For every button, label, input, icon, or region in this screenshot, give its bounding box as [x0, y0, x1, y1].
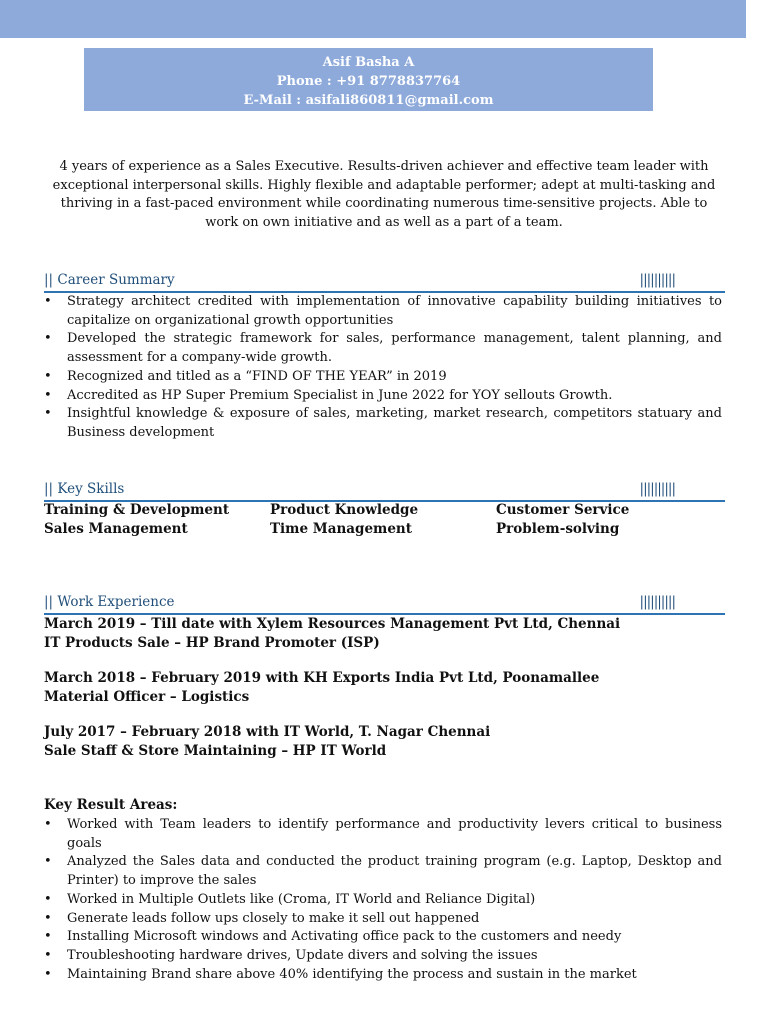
list-item: • Developed the strategic framework for sales, performance management, talent planning, and assessment for a company-wide growth.: [44, 330, 722, 367]
skill-item: Customer Service: [496, 502, 630, 518]
list-item: • Recognized and titled as a “FIND OF THE YEAR” in 2019: [44, 368, 722, 387]
skill-item: Training & Development: [44, 502, 230, 518]
top-banner: [0, 0, 746, 38]
skill-item: Problem-solving: [496, 521, 620, 537]
objective-summary: 4 years of experience as a Sales Executive. Results-driven achiever and effective team leader with exceptional interpersonal skills. Highly flexible and adaptable performer; adept at multi-tasking and thriving in a fast-paced environment while coordinating numerous time-sensitive projects. Able to work on own initiative and as well as a part of a team.: [52, 159, 716, 230]
key-skills-title: || Key Skills: [44, 481, 125, 497]
contact-header: [84, 48, 653, 111]
list-item: • Analyzed the Sales data and conducted the product training program (e.g. Laptop, Desktop and Printer) to improve the sales: [44, 853, 722, 890]
key-result-areas-list: [44, 816, 722, 984]
job-role: Material Officer – Logistics: [44, 688, 250, 705]
job-role: Sale Staff & Store Maintaining – HP IT World: [44, 742, 387, 759]
job-entry: [44, 723, 490, 760]
list-item: • Accredited as HP Super Premium Specialist in June 2022 for YOY sellouts Growth.: [44, 387, 722, 406]
career-summary-heading: [44, 270, 725, 293]
career-summary-title: || Career Summary: [44, 272, 175, 288]
job-period: July 2017 – February 2018 with IT World, T. Nagar Chennai: [44, 724, 491, 740]
list-item: • Maintaining Brand share above 40% identifying the process and sustain in the market: [44, 966, 722, 985]
list-item: • Troubleshooting hardware drives, Update divers and solving the issues: [44, 947, 722, 966]
list-item: • Installing Microsoft windows and Activating office pack to the customers and needy: [44, 928, 722, 947]
candidate-name: Asif Basha A: [322, 55, 415, 70]
job-period: March 2019 – Till date with Xylem Resources Management Pvt Ltd, Chennai: [44, 616, 621, 632]
skill-item: Time Management: [270, 521, 412, 537]
job-role: IT Products Sale – HP Brand Promoter (ISP): [44, 634, 380, 651]
job-entry: [44, 615, 620, 652]
key-skills-heading: [44, 479, 725, 502]
key-result-areas-title: Key Result Areas:: [44, 797, 178, 813]
list-item: • Insightful knowledge & exposure of sales, marketing, market research, competitors statuary and Business development: [44, 405, 722, 442]
career-summary-list: [44, 293, 722, 443]
work-experience-heading: [44, 592, 725, 615]
phone-number: Phone : +91 8778837764: [276, 74, 461, 89]
email-address: E-Mail : asifali860811@gmail.com: [243, 93, 494, 108]
list-item: • Generate leads follow ups closely to make it sell out happened: [44, 910, 722, 929]
list-item: • Worked with Team leaders to identify performance and productivity levers critical to business goals: [44, 816, 722, 853]
heading-bars: ||||||||||: [639, 594, 675, 610]
list-item: • Strategy architect credited with implementation of innovative capability building initiatives to capitalize on organizational growth opportunities: [44, 293, 722, 330]
list-item: • Worked in Multiple Outlets like (Croma, IT World and Reliance Digital): [44, 891, 722, 910]
skill-item: Sales Management: [44, 521, 188, 537]
job-period: March 2018 – February 2019 with KH Exports India Pvt Ltd, Poonamallee: [44, 670, 600, 686]
heading-bars: ||||||||||: [639, 481, 675, 497]
skill-item: Product Knowledge: [270, 502, 419, 518]
work-experience-title: || Work Experience: [44, 594, 175, 610]
job-entry: [44, 669, 599, 706]
heading-bars: ||||||||||: [639, 272, 675, 288]
